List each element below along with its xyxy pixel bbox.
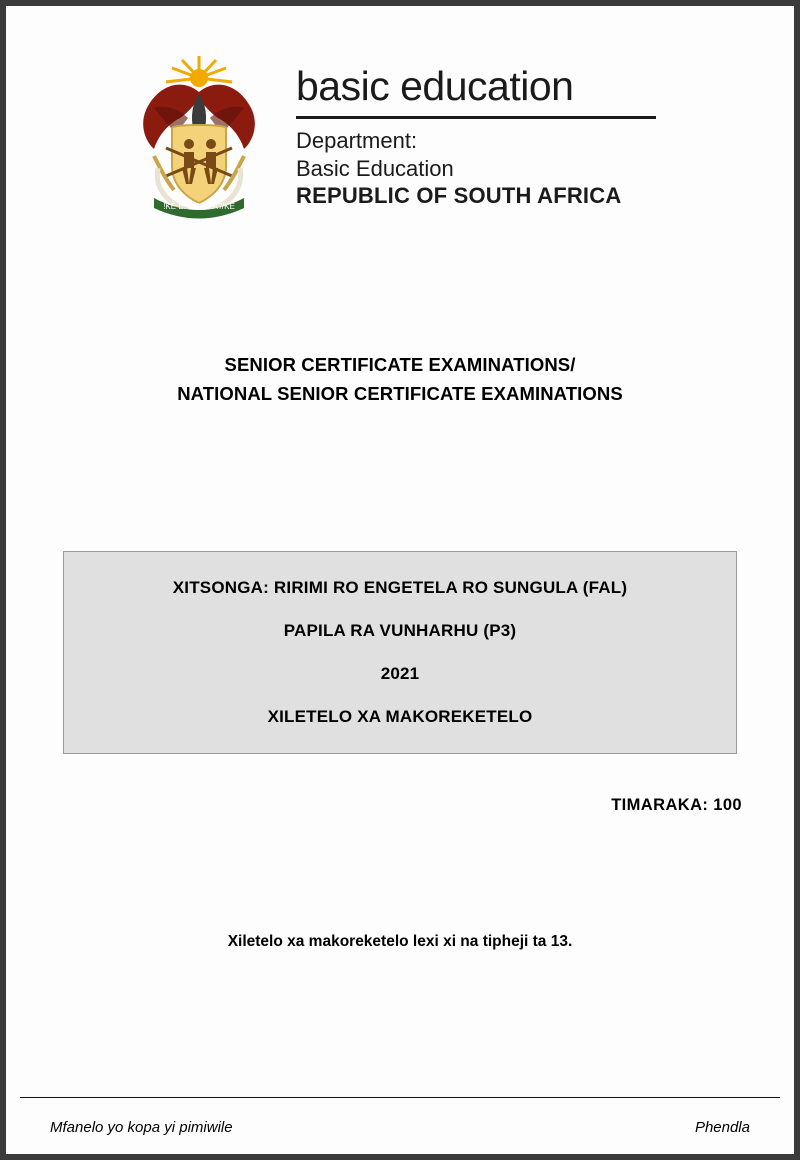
marks-label: TIMARAKA: 100 [611, 796, 742, 815]
exam-heading-line-2: NATIONAL SENIOR CERTIFICATE EXAMINATIONS [177, 382, 623, 404]
coat-of-arms-motto: !KE E: /XARRA //KE [163, 202, 235, 211]
subject-box [63, 551, 737, 754]
pages-note: Xiletelo xa makoreketelo lexi xi na tipheji ta 13. [227, 933, 573, 951]
department-divider [296, 116, 656, 119]
subject-line-4: XILETELO XA MAKOREKETELO [267, 707, 533, 727]
department-block [296, 48, 656, 211]
header [6, 6, 794, 223]
footer-left-text: Mfanelo yo kopa yi pimiwile [50, 1119, 233, 1136]
south-africa-coat-of-arms-icon [124, 48, 274, 223]
department-line-1: Department: [296, 128, 418, 153]
department-line-2: Basic Education [296, 155, 454, 181]
footer-right-text: Phendla [694, 1119, 750, 1136]
subject-line-2: PAPILA RA VUNHARHU (P3) [283, 621, 517, 641]
department-line-3: REPUBLIC OF SOUTH AFRICA [296, 183, 622, 208]
footer-divider [20, 1097, 780, 1098]
footer [6, 1119, 794, 1136]
exam-heading [6, 351, 794, 408]
exam-heading-line-1: SENIOR CERTIFICATE EXAMINATIONS/ [224, 354, 576, 375]
page-content [6, 6, 794, 1154]
department-title: basic education [296, 63, 574, 109]
subject-line-1: XITSONGA: RIRIMI RO ENGETELA RO SUNGULA (FAL) [172, 578, 628, 598]
subject-line-3: 2021 [380, 664, 420, 684]
